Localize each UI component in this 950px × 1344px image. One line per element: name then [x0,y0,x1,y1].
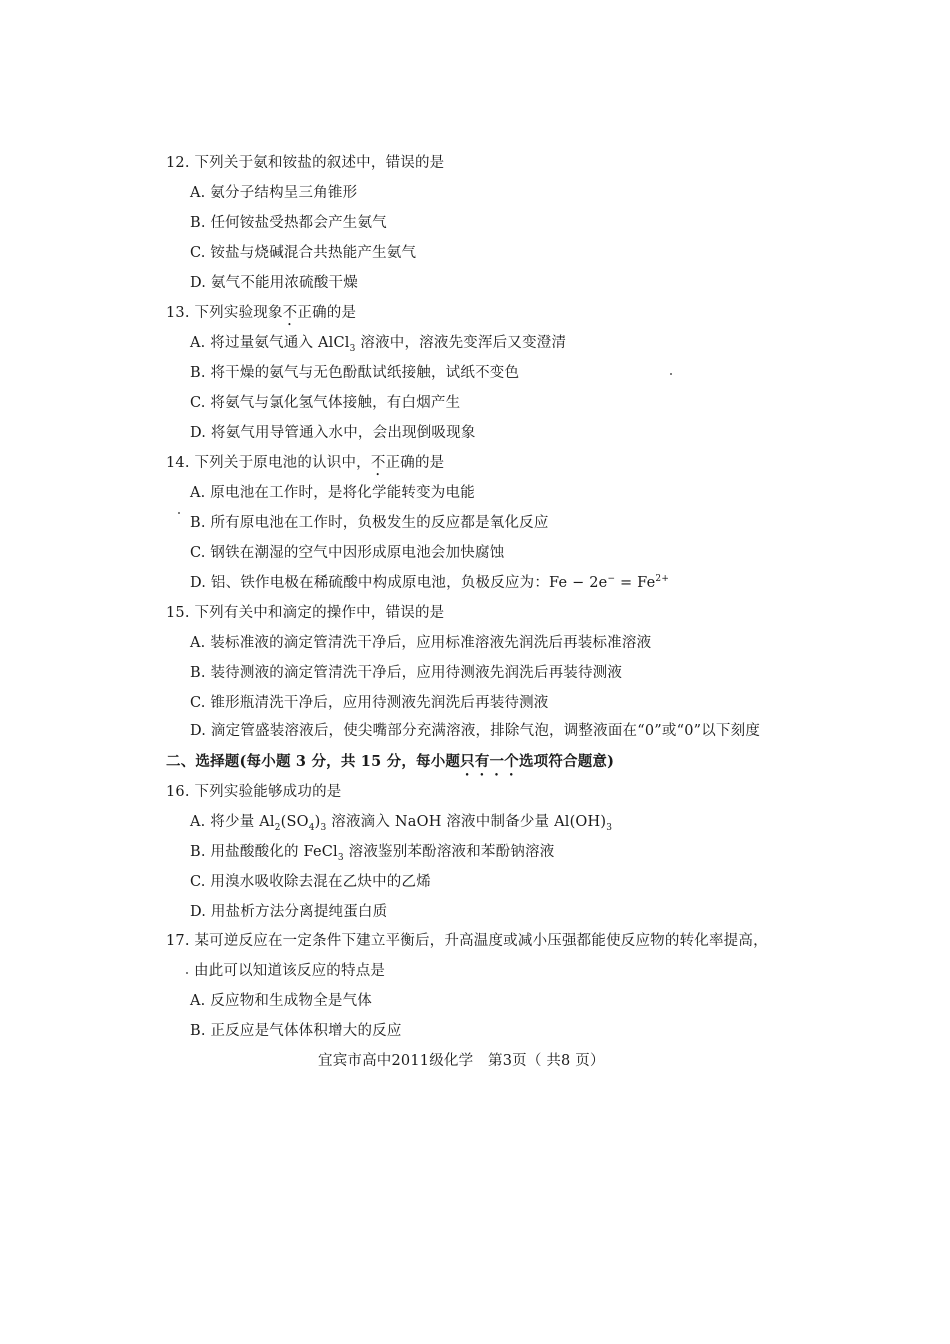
question-15-option-d [190,722,760,740]
question-17-text: 17. 某可逆反应在一定条件下建立平衡后，升高温度或减小压强都能使反应物的转化率提高， [166,933,768,949]
superscript: 2+ [655,574,670,585]
question-16 [166,783,341,801]
section-heading-text: 二、选择题(每小题 3 分，共 15 分，每小题 [166,753,461,770]
question-16-option-b [190,843,554,861]
question-17 [166,932,768,950]
option-text-part: 溶液滴入 NaOH 溶液中制备少量 Al(OH) [326,814,607,830]
option-text: A. 反应物和生成物全是气体 [190,993,372,1009]
subscript: 3 [349,343,356,354]
question-13-text-end: 正确的是 [297,305,357,321]
question-15-option-c [190,694,549,712]
question-12-text: 12. 下列关于氨和铵盐的叙述中，错误的是 [166,155,445,171]
option-text: B. 用盐酸酸化的 FeCl [190,844,338,860]
question-13-option-d [190,424,476,442]
option-text: A. 原电池在工作时，是将化学能转变为电能 [190,485,475,501]
question-12-option-a [190,184,357,202]
option-text: C. 铵盐与烧碱混合共热能产生氨气 [190,245,417,261]
option-text: D. 氨气不能用浓硫酸干燥 [190,275,358,291]
option-text: B. 所有原电池在工作时，负极发生的反应都是氧化反应 [190,515,549,531]
superscript: − [607,574,616,585]
option-text-end: 溶液中，溶液先变浑后又变澄清 [355,335,567,351]
scan-speck [670,373,672,375]
emphasis-mark: 不 [282,305,298,321]
question-17-option-b [190,1022,402,1040]
question-13-option-b [190,364,519,382]
question-15 [166,604,444,622]
question-15-text: 15. 下列有关中和滴定的操作中，错误的是 [166,605,445,621]
option-text: C. 用溴水吸收除去混在乙炔中的乙烯 [190,874,431,890]
section-2-heading [166,753,614,779]
subscript: 3 [606,822,613,833]
option-text: D. 将氨气用导管通入水中，会出现倒吸现象 [190,425,476,441]
footer-text: 宜宾市高中2011级化学 第3页（ 共8 页） [318,1053,605,1069]
option-text: C. 将氨气与氯化氢气体接触，有白烟产生 [190,395,461,411]
subscript: 4 [308,822,315,833]
question-12 [166,154,444,172]
option-text-part: (SO [280,814,309,830]
subscript: 3 [337,852,344,863]
emphasis-mark: 只有一个 [460,753,519,770]
option-text: A. 将过量氨气通入 AlCl [190,335,350,351]
option-text: B. 任何铵盐受热都会产生氨气 [190,215,387,231]
option-text: D. 滴定管盛装溶液后，使尖嘴部分充满溶液，排除气泡，调整液面在“0”或“0”以下刻度 [190,723,761,739]
option-text: D. 用盐析方法分离提纯蛋白质 [190,904,388,920]
question-12-option-d [190,274,358,292]
question-13-option-a [190,334,566,352]
option-text: C. 钢铁在潮湿的空气中因形成原电池会加快腐蚀 [190,545,505,561]
question-17-text-cont: 由此可以知道该反应的特点是 [194,963,386,979]
option-text: C. 锥形瓶清洗干净后，应用待测液先润洗后再装待测液 [190,695,549,711]
question-16-option-d [190,903,387,921]
option-text-end: 溶液鉴别苯酚溶液和苯酚钠溶液 [343,844,555,860]
page-footer [318,1052,605,1070]
question-14-option-d [190,574,669,592]
option-text-part: ) [314,814,321,830]
option-text: B. 装待测液的滴定管清洗干净后，应用待测液先润洗后再装待测液 [190,665,623,681]
question-13-text: 13. 下列实验现象 [166,305,283,321]
question-12-option-b [190,214,387,232]
question-14 [166,454,444,479]
question-17-option-a [190,992,372,1010]
question-13-option-c [190,394,460,412]
question-15-option-a [190,634,651,652]
option-text-mid: = Fe [615,575,656,591]
question-13 [166,304,356,329]
emphasis-mark: 不 [370,455,386,471]
question-16-option-a [190,813,612,831]
option-text: D. 铝、铁作电极在稀硫酸中构成原电池，负极反应为：Fe − 2e [190,575,608,591]
option-text: A. 将少量 Al [190,814,275,830]
question-16-text: 16. 下列实验能够成功的是 [166,784,342,800]
question-14-text-end: 正确的是 [385,455,445,471]
option-text: A. 氨分子结构呈三角锥形 [190,185,358,201]
question-17-continuation [194,962,385,980]
subscript: 2 [274,822,281,833]
question-16-option-c [190,873,431,891]
question-14-option-c [190,544,504,562]
option-text: B. 将干燥的氨气与无色酚酞试纸接触，试纸不变色 [190,365,520,381]
option-text: A. 装标准液的滴定管清洗干净后，应用标准溶液先润洗后再装标准溶液 [190,635,652,651]
subscript: 3 [320,822,327,833]
scan-speck [186,972,188,974]
question-12-option-c [190,244,416,262]
section-heading-text-end: 选项符合题意) [518,753,615,770]
question-14-option-a [190,484,475,502]
scan-speck [178,512,180,514]
question-14-option-b [190,514,549,532]
question-14-text: 14. 下列关于原电池的认识中， [166,455,371,471]
question-15-option-b [190,664,622,682]
option-text: B. 正反应是气体体积增大的反应 [190,1023,402,1039]
